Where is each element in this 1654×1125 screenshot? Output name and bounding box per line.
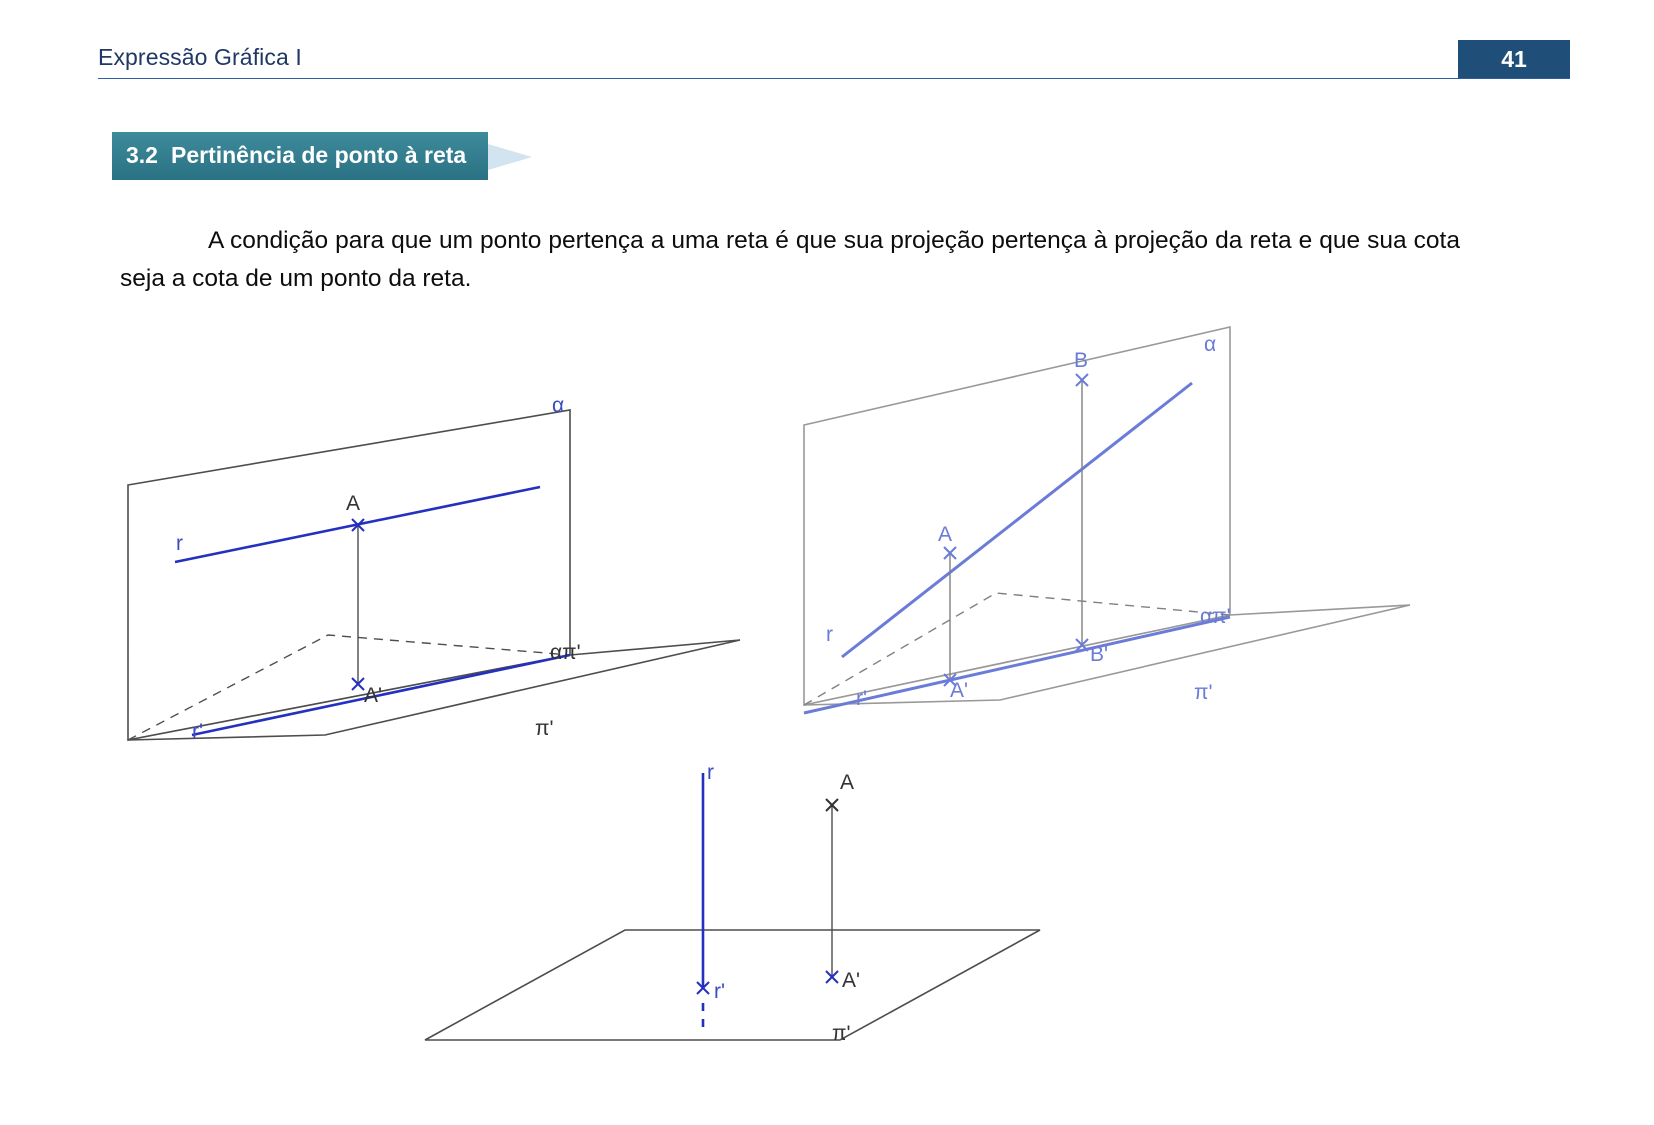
section-tag: [112, 132, 488, 180]
figure-right-label-B-prime: B': [1090, 643, 1109, 666]
section-title: Pertinência de ponto à reta: [170, 142, 467, 168]
figure-right-label-r-prime: r': [856, 687, 868, 710]
document-title: Expressão Gráfica I: [98, 44, 302, 70]
figure-right-two-points-on-line: [790, 305, 1490, 765]
section-number: 3.2: [126, 142, 158, 168]
figures-area: [0, 300, 1654, 1090]
section-arrow-decoration: [488, 144, 532, 170]
figure-left-label-A-prime: A': [364, 684, 383, 707]
page-number-badge: 41: [1458, 40, 1570, 78]
body-paragraph: A condição para que um ponto pertença a uma reta é que sua projeção pertença à projeção da reta e que sua cota seja a cota de um ponto da reta.: [120, 227, 1460, 292]
figure-bottom-label-r: r: [707, 761, 714, 784]
figure-bottom-label-A-prime: A': [842, 969, 861, 992]
figure-bottom-label-A: A: [840, 771, 855, 794]
figure-bottom-label-pi-prime: π': [832, 1022, 851, 1045]
figure-left-point-on-line: [100, 310, 780, 770]
figure-left-label-alpha: α: [552, 394, 565, 417]
figure-left-label-A: A: [346, 492, 361, 515]
figure-right-label-alpha-pi-prime: απ': [1200, 605, 1231, 628]
figure-right-label-pi-prime: π': [1194, 681, 1213, 704]
figure-bottom-label-r-prime: r': [714, 980, 726, 1003]
figure-right-label-r: r: [826, 623, 833, 646]
section-banner: [112, 132, 532, 180]
figure-left-label-pi-prime: π': [535, 717, 554, 740]
figure-bottom-vertical-line: [400, 755, 1080, 1085]
figure-right-label-B: B: [1074, 349, 1089, 372]
figure-left-label-alpha-pi-prime: απ': [550, 641, 581, 664]
header-divider: [98, 78, 1570, 79]
figure-right-label-A: A: [938, 523, 953, 546]
page-header: [98, 40, 1570, 82]
figure-left-label-r: r: [176, 532, 183, 555]
figure-right-label-A-prime: A': [950, 679, 969, 702]
figure-right-label-alpha: α: [1204, 333, 1217, 356]
figure-left-label-r-prime: r': [192, 720, 204, 743]
